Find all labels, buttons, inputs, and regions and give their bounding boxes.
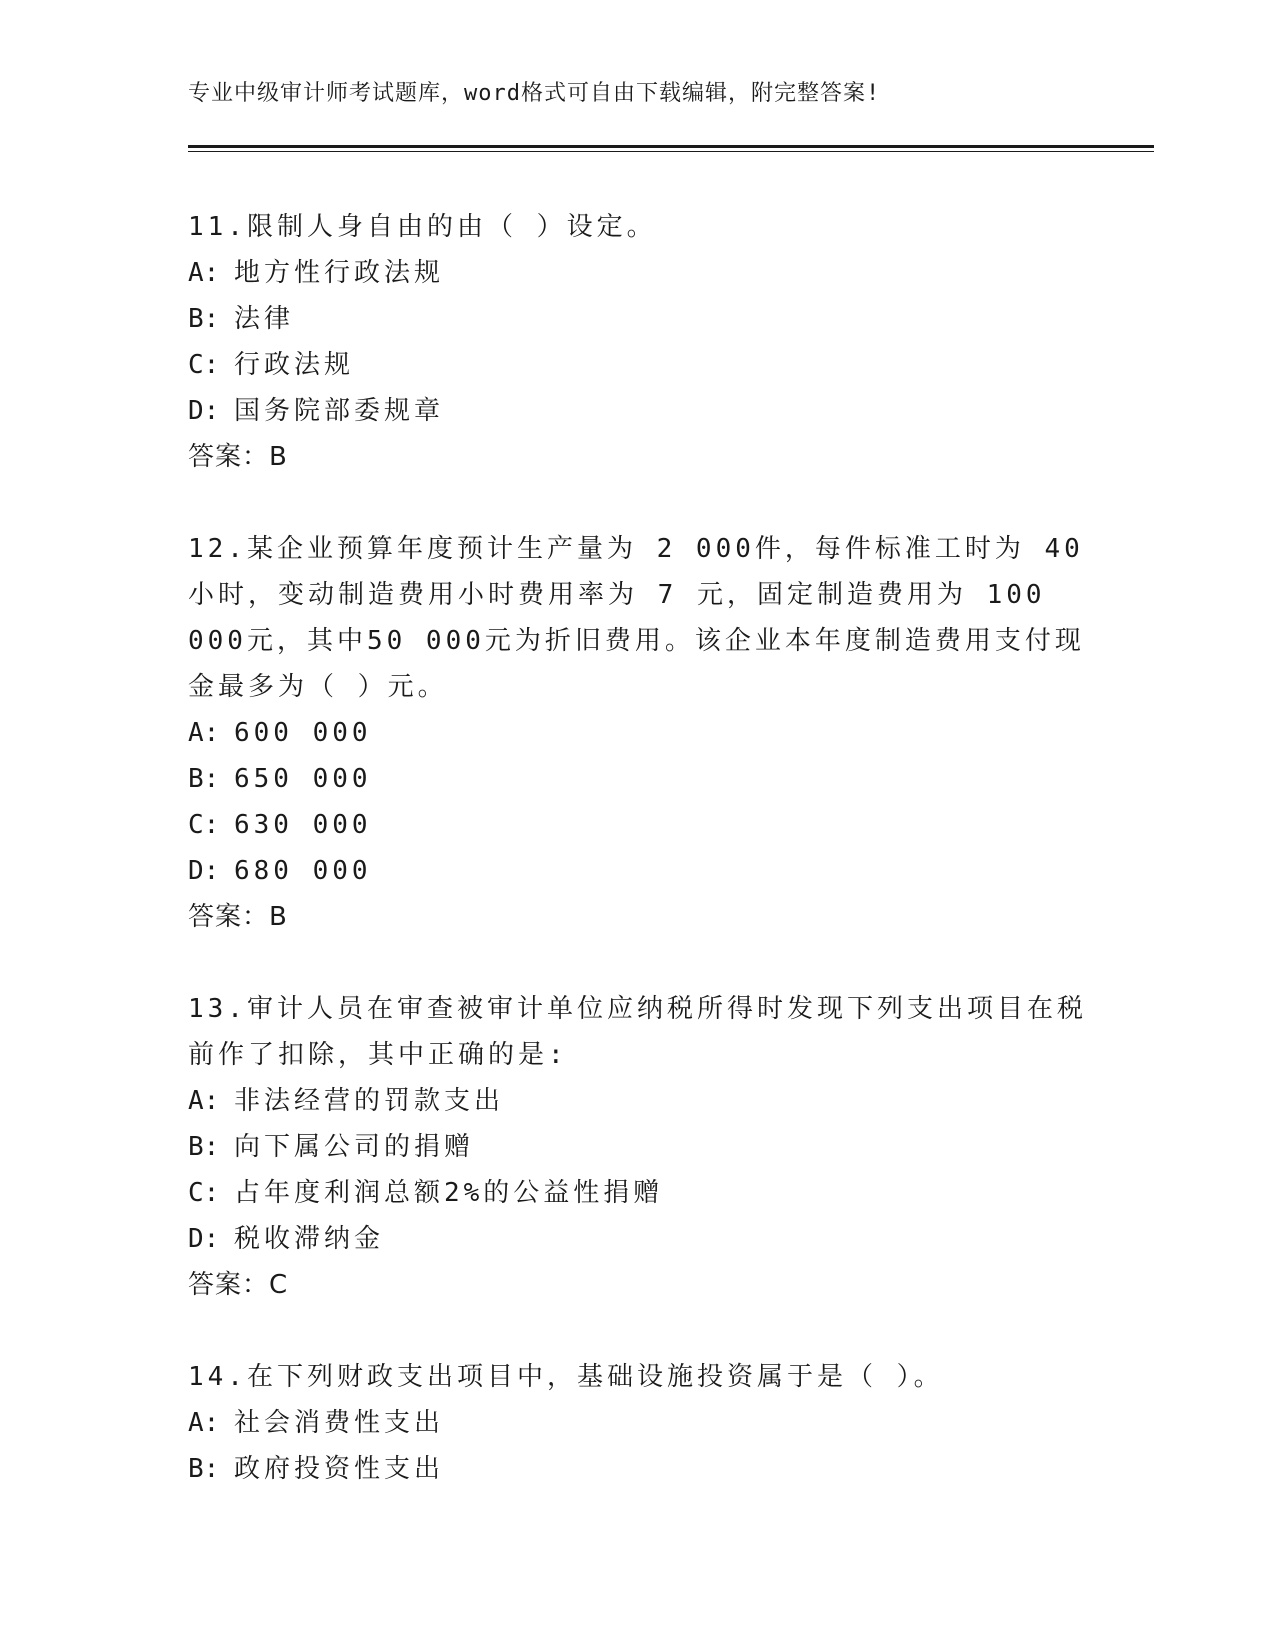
option-key: B: [188, 764, 220, 794]
option-text: 税收滞纳金 [234, 1224, 385, 1254]
option-b [188, 756, 1088, 802]
option-text: 法律 [234, 304, 295, 334]
answer-line: 答案：B [188, 442, 288, 472]
option-a [188, 710, 1088, 756]
option-key: D: [188, 856, 220, 886]
option-key: A: [188, 258, 220, 288]
option-key: B: [188, 1454, 220, 1484]
option-key: C: [188, 350, 220, 380]
option-text: 行政法规 [234, 350, 355, 380]
option-key: A: [188, 1086, 220, 1116]
option-text: 600 000 [234, 718, 372, 748]
option-key: A: [188, 1408, 220, 1438]
option-text: 向下属公司的捐赠 [234, 1132, 475, 1162]
option-key: C: [188, 1178, 220, 1208]
option-b [188, 296, 1088, 342]
page-header: 专业中级审计师考试题库，word格式可自由下载编辑，附完整答案! [188, 81, 881, 106]
option-text: 政府投资性支出 [234, 1454, 445, 1484]
option-key: A: [188, 718, 220, 748]
option-c [188, 802, 1088, 848]
header-rule-thin [188, 151, 1154, 152]
option-text: 社会消费性支出 [234, 1408, 445, 1438]
option-key: D: [188, 1224, 220, 1254]
question-list [188, 204, 1088, 1538]
option-c [188, 1170, 1088, 1216]
question-12 [188, 526, 1088, 940]
option-key: D: [188, 396, 220, 426]
option-a [188, 1400, 1088, 1446]
option-text: 非法经营的罚款支出 [234, 1086, 505, 1116]
option-b [188, 1446, 1088, 1492]
option-b [188, 1124, 1088, 1170]
question-11 [188, 204, 1088, 480]
question-14 [188, 1354, 1088, 1492]
option-c [188, 342, 1088, 388]
option-text: 680 000 [234, 856, 372, 886]
question-text: 14.在下列财政支出项目中，基础设施投资属于是（ ）。 [188, 1362, 944, 1392]
question-text: 12.某企业预算年度预计生产量为 2 000件，每件标准工时为 40 小时，变动制造费用小时费用率为 7 元，固定制造费用为 100 000元，其中50 000元为折旧费用。该企业本年度制造费用支付现金最多为（ ）元。 [188, 534, 1085, 702]
option-text: 630 000 [234, 810, 372, 840]
option-d [188, 388, 1088, 434]
header-rule-thick [188, 145, 1154, 148]
answer-line: 答案：B [188, 902, 288, 932]
option-d [188, 1216, 1088, 1262]
question-13 [188, 986, 1088, 1308]
option-key: C: [188, 810, 220, 840]
option-text: 650 000 [234, 764, 372, 794]
option-text: 地方性行政法规 [234, 258, 445, 288]
option-text: 国务院部委规章 [234, 396, 445, 426]
option-key: B: [188, 1132, 220, 1162]
option-key: B: [188, 304, 220, 334]
question-text: 11.限制人身自由的由（ ）设定。 [188, 212, 657, 242]
question-text: 13.审计人员在审查被审计单位应纳税所得时发现下列支出项目在税前作了扣除，其中正确的是: [188, 994, 1087, 1070]
option-d [188, 848, 1088, 894]
answer-line: 答案：C [188, 1270, 289, 1300]
option-text: 占年度利润总额2%的公益性捐赠 [234, 1178, 664, 1208]
option-a [188, 250, 1088, 296]
option-a [188, 1078, 1088, 1124]
